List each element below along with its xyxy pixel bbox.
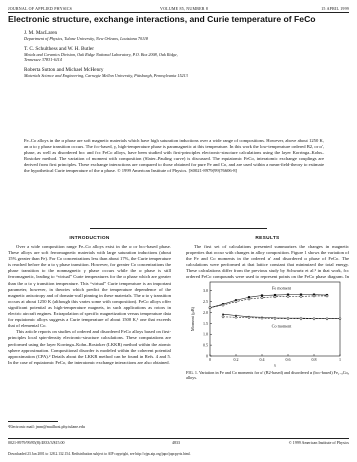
author-block [24,30,334,78]
journal-name: JOURNAL OF APPLIED PHYSICS [8,6,73,11]
x-tick-label: 0.8 [311,357,317,362]
data-point [261,297,263,299]
moment-chart [188,278,348,368]
section-heading: INTRODUCTION [69,236,110,241]
left-column [8,236,171,366]
paragraph: The first set of calculations presented summarizes the changes in magnetic properties that occur with changes in alloy composition. Figure 1 shows the variation of the Fe and Co moments in the ordered α′ and disordered α phase of FeCo. The calculations were performed at that lattice constant that minimized the total energy. These calculations differ from the previous study by Schwartz et al.³ in that work, fcc ordered FeCo compounds were used to represent points on the FeCo phase diagram. In [186,244,349,280]
copyright: © 1999 American Institute of Physics [288,440,349,445]
author-affiliation: Tennessee 37831-6114 [24,57,62,62]
data-point [313,317,315,320]
download-notice: Downloaded 23 Jan 2001 to 128.2.132.154. Redistribution subject to AIP copyright, see http://ojps.aip.org/japo/japcpyrts.html. [8,452,191,456]
author-name: J. M. MacLaren [24,30,58,36]
author-affiliation: Metals and Ceramics Division, Oak Ridge National Laboratory, P.O. Box 2008, Oak Ridge, [24,52,178,57]
article-code: 0021-8979/99/85(8)/4833/3/$15.00 [8,440,65,445]
figure-caption: FIG. 1. Variation in Fe and Co moments for α′ (B2-based) and disordered α (bcc-based) Fe₁₋ₓCoₓ alloys. [186,370,349,381]
author-name: Roberta Sutton and Michael McHenry [24,67,104,73]
data-point [287,295,289,297]
y-axis-label: Moment (μB) [190,306,195,332]
data-point [235,300,237,302]
data-point [222,316,224,319]
y-tick-label: 0 [206,353,208,359]
right-column [186,236,349,280]
annotation-co-moment: Co moment [271,323,292,329]
x-tick-label: 0 [209,357,211,362]
series-line [210,295,327,308]
paragraph: Over a wide composition range Fe–Co alloys exist in the α or bcc-based phase. These alloys are soft ferromagnetic materials with large saturation inductions (about 15% greater than Fe). For Co concentrations less than about 17%, the Curie temperature is reached before the α to γ phase transition. However, for greater Co concentrations the phase transition to the nonmagnetic γ phase occurs while the α phase is still ferromagnetic, leading to “virtual” Curie temperatures for the α phase which are greater than the α to γ transition temperature. This “virtual” Curie temperature is an important parameter, however, in theories which predict the temperature dependence of the magnetic anisotropy and of domain-wall pinning in these materials. The α to γ transition occurs at about 1250 K (although this varies some with composition). FeCo alloys offer significant potential as high-temperature magnets, in such applications as rotors in electric aircraft engines. Extrapolation of specific magnetization versus temperature data for equiatomic alloys suggests a Curie temperature of about 1500 K,¹ one that exceeds that of elemental Co. [8,244,171,329]
author-affiliation: Materials Science and Engineering, Carnegie Mellon University, Pittsburgh, Pennsylvania 15213 [24,73,188,78]
footnote-rule [8,421,58,422]
data-point [300,295,302,297]
y-tick-label: 3.0 [203,288,208,294]
author-affiliation: Department of Physics, Tulane University, New Orleans, Louisiana 70118 [24,36,149,41]
volume-number: VOLUME 85, NUMBER 8 [160,6,209,11]
series-line [223,314,340,318]
data-point [326,317,328,320]
data-point [326,295,328,297]
y-tick-label: 1.5 [203,320,208,326]
author-name: T. C. Schulthess and W. H. Butler [24,46,94,52]
series-line [210,296,327,308]
section-heading: RESULTS [255,236,280,241]
x-axis-label: x [273,362,277,368]
paragraph: This article reports on studies of ordered and disordered FeCo alloys based on first-principles local spin-density electronic-structure calculations. These computations are performed using the layer Korringa–Kohn–Rostoker (LKKR) method within the atomic sphere approximation. Compositional disorder is modeled within the coherent potential approximation (CPA).² Details about the LKKR method can be found in Refs. 4 and 5. In the case of equiatomic FeCo, the interatomic exchange interactions are also obtained. [8,329,171,365]
header-rule [8,12,349,13]
data-point [248,298,250,300]
page-number: 4833 [172,440,180,445]
data-point [222,304,224,306]
x-tick-label: 1 [339,357,341,362]
paper-title: Electronic structure, exchange interactions, and Curie temperature of FeCo [8,14,316,24]
data-point [274,296,276,298]
data-point [209,307,211,309]
y-tick-label: 2.0 [203,309,208,315]
abstract-rule [90,228,267,229]
y-tick-label: 1.0 [203,331,208,337]
data-point [287,317,289,320]
y-tick-label: 2.5 [203,298,208,304]
data-point [261,294,263,296]
annotation-fe-moment: Fe moment [272,285,291,291]
x-tick-label: 0.4 [259,357,265,362]
footer-rule [8,438,349,439]
x-tick-label: 0.6 [285,357,291,362]
y-tick-label: 0.5 [203,342,208,348]
x-tick-label: 0.2 [233,357,239,362]
issue-date: 15 APRIL 1999 [321,6,349,11]
abstract: Fe–Co alloys in the α phase are soft magnetic materials which have high saturation inductions over a wide range of compositions. However, above about 1250 K, an α to γ phase transition occurs. The fcc-based, γ, high-temperature phase is paramagnetic at this temperature. In this work the low-temperature ordered B2, or α′, phase, as well as disordered bcc and fcc FeCo alloys, have been studied with first-principles electronic-structure calculations using the layer Korringa–Kohn–Rostoker method. The variation of moment with composition (Slater–Pauling curve) is discussed. The equiatomic FeCo, interatomic exchange couplings are derived from first principles. These exchange interactions are compared to those obtained for pure Fe and Co, and are used within a mean-field-theory to estimate the hypothetical Curie temperature of the α phase. © 1999 American Institute of Physics. [S0021-8979(99)76606-8] [24,138,324,173]
footnote: ᵃElectronic mail: jmm@mailhost.phy.tulane.edu [8,424,85,429]
data-point [313,295,315,297]
